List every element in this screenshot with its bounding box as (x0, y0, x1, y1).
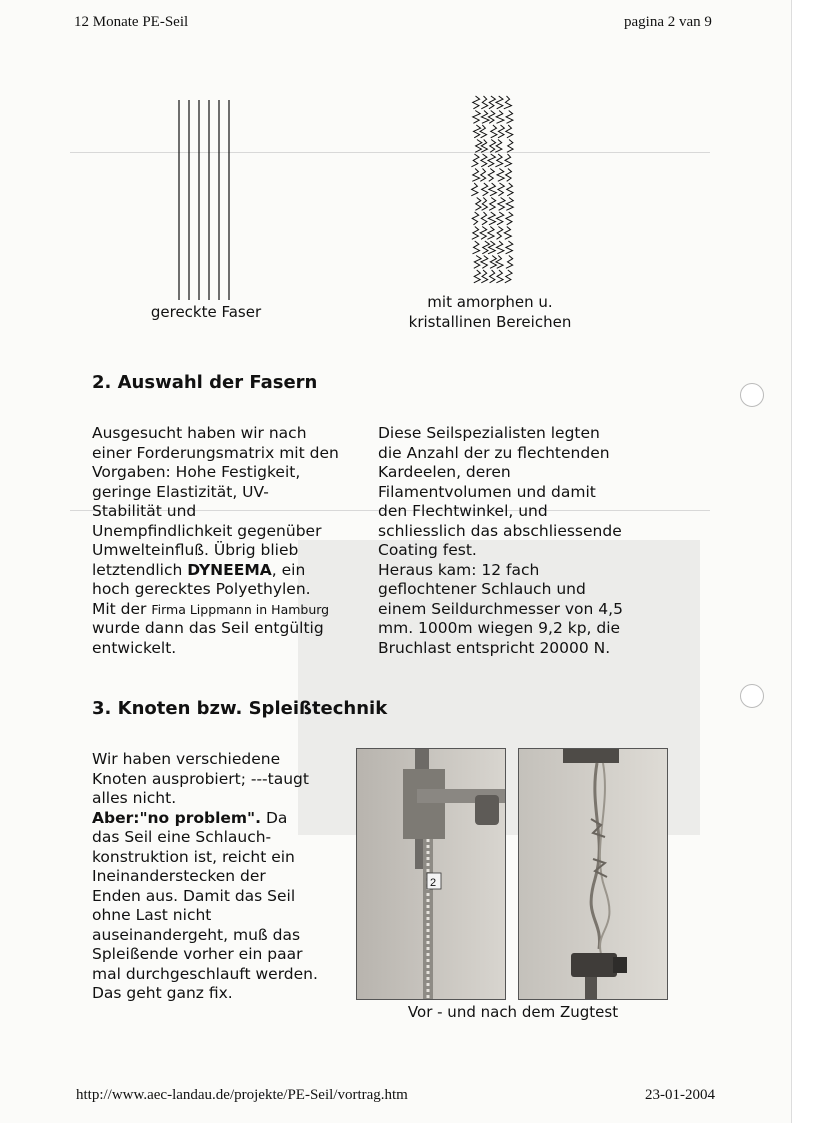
fiber-stroke (474, 270, 481, 283)
fiber-stroke (481, 270, 487, 283)
footer-url: http://www.aec-landau.de/projekte/PE-Seil/vortrag.htm (76, 1087, 408, 1103)
footer-date: 23-01-2004 (645, 1087, 715, 1103)
caption-stretched-fiber: gereckte Faser (150, 303, 262, 321)
text-line: mm. 1000m wiegen 9,2 kp, die (378, 619, 621, 637)
caption-line: mit amorphen u. (427, 293, 553, 311)
text-line: Heraus kam: 12 fach (378, 560, 540, 579)
punch-hole (740, 383, 764, 407)
fiber-stroke (490, 270, 495, 283)
fiber-stroke (471, 183, 478, 196)
fiber-stroke (488, 212, 495, 225)
text-line (92, 600, 362, 620)
fiber-stroke (481, 140, 487, 153)
fiber-stroke (487, 227, 494, 240)
text-line: Das geht ganz fix. (92, 984, 233, 1002)
fiber-stroke (495, 140, 502, 153)
fiber-stroke (506, 198, 513, 211)
fiber-stroke (480, 169, 485, 182)
fiber-stroke (504, 227, 511, 240)
fiber-stroke (496, 111, 504, 124)
text-line: einer Forderungsmatrix mit den (92, 443, 339, 462)
text-line: auseinandergeht, muß das (92, 925, 301, 944)
fiber-stroke (480, 227, 487, 240)
amorphous-fiber-drawing (470, 92, 516, 288)
fiber-stroke (489, 96, 496, 109)
text-line: schliesslich das abschliessende (378, 521, 622, 540)
text-span: Da (261, 808, 288, 827)
page-edge (791, 0, 816, 1123)
text-line: Spleißende vorher ein paar (92, 945, 303, 963)
fiber-stroke (506, 111, 513, 124)
text-line (92, 809, 342, 829)
photo-before-test (356, 748, 506, 1000)
text-span: Mit der (92, 599, 152, 618)
fiber-stroke (472, 227, 479, 240)
fiber-stroke (472, 169, 479, 182)
fiber-stroke (496, 270, 503, 283)
fiber-stroke (507, 140, 513, 153)
fiber-stroke (496, 96, 503, 109)
fiber-stroke (475, 198, 481, 211)
fiber-stroke (498, 125, 504, 138)
fiber-stroke (481, 154, 487, 167)
text-line: hoch gerecktes Polyethylen. (92, 580, 311, 598)
text-line: das Seil eine Schlauch- (92, 828, 272, 846)
fiber-stroke (495, 154, 502, 167)
fiber-stroke (488, 111, 494, 124)
text-line: Kardeelen, deren (378, 463, 511, 481)
fiber-stroke (472, 212, 479, 225)
fiber-stroke (473, 111, 481, 124)
paragraph-rope-specs (378, 424, 668, 658)
text-line: Umwelteinfluß. Übrig blieb (92, 541, 299, 559)
text-line: Bruchlast entspricht 20000 N. (378, 638, 611, 657)
text-span: letztendlich (92, 560, 188, 579)
fiber-stroke (506, 241, 513, 254)
text-line: ohne Last nicht (92, 906, 212, 924)
fiber-stroke (506, 169, 512, 182)
fiber-stroke (506, 256, 513, 269)
fiber-stroke (488, 169, 494, 182)
text-line: entwickelt. (92, 638, 177, 657)
fiber-stroke (473, 241, 480, 254)
fiber-stroke (489, 198, 496, 211)
text-line: wurde dann das Seil entgültig (92, 619, 324, 637)
fiber-stroke (490, 140, 496, 153)
text-line: Ausgesucht haben wir nach (92, 424, 307, 442)
fiber-stroke (489, 183, 497, 196)
brand-dyneema: DYNEEMA (187, 560, 272, 579)
fiber-stroke (481, 96, 487, 109)
text-line: Knoten ausprobiert; ---taugt (92, 769, 309, 788)
text-line: mal durchgeschlauft werden. (92, 964, 318, 983)
text-line: Enden aus. Damit das Seil (92, 886, 296, 905)
ghost-rule (70, 152, 710, 153)
paragraph-fiber-selection (92, 424, 362, 658)
text-line: die Anzahl der zu flechtenden (378, 443, 610, 462)
text-line: Ineinanderstecken der (92, 867, 266, 885)
fiber-stroke (505, 154, 512, 167)
text-line: Coating fest. (378, 541, 477, 559)
section-heading-knots: 3. Knoten bzw. Spleißtechnik (92, 698, 388, 719)
fiber-stroke (481, 212, 487, 225)
caption-photos: Vor - und nach dem Zugtest (407, 1003, 619, 1021)
fiber-stroke (506, 212, 513, 225)
header-page-number: pagina 2 van 9 (624, 14, 712, 30)
text-line: Stabilität und (92, 502, 197, 520)
fiber-stroke (498, 198, 505, 211)
photo-before-drawing (357, 749, 505, 999)
text-line: alles nicht. (92, 789, 177, 807)
fiber-stroke (488, 241, 495, 254)
text-line: Vorgaben: Hohe Festigkeit, (92, 463, 301, 481)
photo-tag-label: 2 (430, 877, 437, 889)
text-line: Wir haben verschiedene (92, 750, 281, 768)
text-line: einem Seildurchmesser von 4,5 (378, 599, 623, 618)
fiber-stroke (504, 96, 512, 109)
fiber-stroke (496, 256, 503, 269)
fiber-stroke (482, 183, 488, 196)
fiber-stroke (482, 198, 488, 211)
fiber-stroke (473, 96, 480, 109)
fiber-stroke (471, 154, 479, 167)
photo-after-test (518, 748, 668, 1000)
fiber-stroke (507, 183, 513, 196)
fiber-stroke (480, 125, 487, 138)
stretched-fiber-drawing (170, 100, 240, 302)
fiber-stroke (491, 125, 497, 138)
header-title: 12 Monate PE-Seil (74, 14, 189, 30)
fiber-stroke (506, 125, 513, 138)
punch-hole (740, 684, 764, 708)
text-line: Diese Seilspezialisten legten (378, 424, 600, 442)
fiber-stroke (488, 154, 496, 167)
company-name: Firma Lippmann in Hamburg (151, 601, 330, 617)
text-line: Filamentvolumen und damit (378, 482, 596, 501)
text-line: geflochtener Schlauch und (378, 580, 586, 598)
fiber-stroke (496, 241, 504, 254)
text-line: konstruktion ist, reicht ein (92, 847, 295, 866)
paragraph-splicing (92, 750, 342, 1004)
fiber-stroke (497, 169, 504, 182)
fiber-stroke (498, 183, 504, 196)
photo-after-drawing (519, 749, 667, 999)
section-heading-fibers: 2. Auswahl der Fasern (92, 372, 318, 393)
fiber-stroke (481, 256, 488, 269)
emphasis-no-problem: Aber:"no problem". (92, 808, 262, 827)
text-span: , ein (271, 560, 306, 579)
text-line: den Flechtwinkel, und (378, 502, 548, 520)
caption-amorphous-fiber (395, 292, 585, 332)
fiber-stroke (497, 212, 504, 225)
caption-line: kristallinen Bereichen (408, 313, 572, 331)
fiber-stroke (505, 270, 512, 283)
text-line (92, 561, 362, 581)
text-line: geringe Elastizität, UV- (92, 482, 269, 501)
text-line: Unempfindlichkeit gegenüber (92, 521, 322, 540)
fiber-stroke (497, 227, 503, 240)
